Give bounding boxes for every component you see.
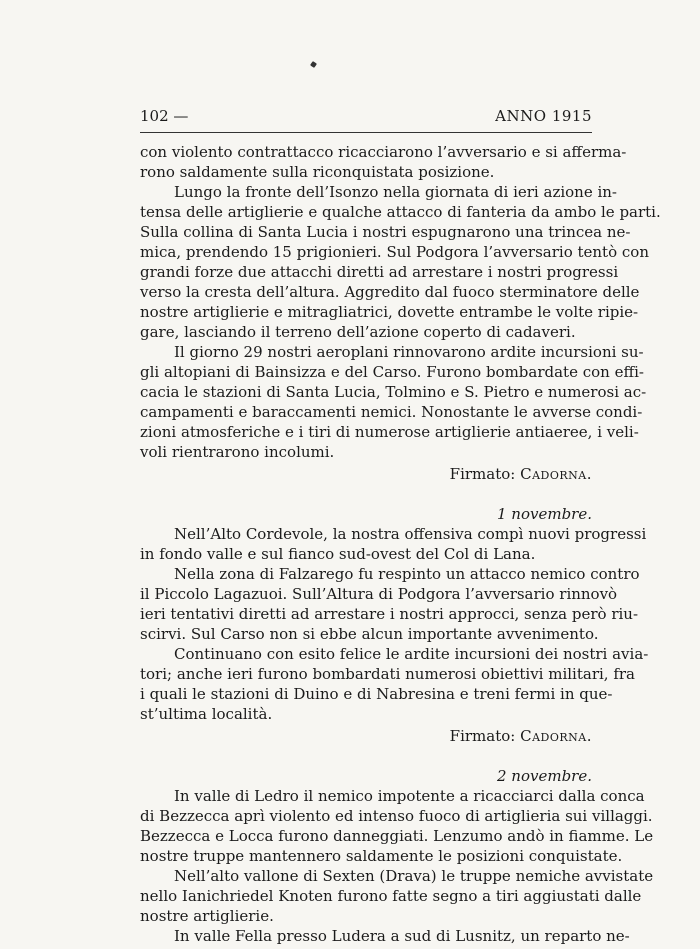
text-line: verso la cresta dell’altura. Aggredito dal fuoco sterminatore delle xyxy=(140,283,640,301)
section-gap xyxy=(140,484,592,504)
text-line: nostre artiglierie e mitragliatrici, dovette entrambe le volte ripie- xyxy=(140,303,639,321)
text-line: gli altopiani di Bainsizza e del Carso. Furono bombardate con effi- xyxy=(140,363,644,381)
text-line: Lungo la fronte dell’Isonzo nella giornata di ieri azione in- xyxy=(174,183,618,201)
text-line: Il giorno 29 nostri aeroplani rinnovarono ardite incursioni su- xyxy=(174,343,644,361)
text-line: cacia le stazioni di Santa Lucia, Tolmino e S. Pietro e numerosi ac- xyxy=(140,383,647,401)
text-line: di Bezzecca aprì violento ed intenso fuoco di artiglieria sui villaggi. xyxy=(140,807,653,825)
entry-date: 1 novembre. xyxy=(497,505,592,523)
signature xyxy=(140,726,592,746)
paragraph xyxy=(140,866,654,926)
text-line: Nell’Alto Cordevole, la nostra offensiva compì nuovi progressi xyxy=(174,525,647,543)
text-line: Continuano con esito felice le ardite incursioni dei nostri avia- xyxy=(174,645,649,663)
signature-label: Firmato: xyxy=(449,727,516,745)
signature-name: Cadorna. xyxy=(520,465,592,483)
text-line: con violento contrattacco ricacciarono l’avversario e si afferma- xyxy=(140,143,627,161)
paragraph xyxy=(140,564,640,644)
paragraph xyxy=(140,182,661,342)
text-line: Bezzecca e Locca furono danneggiati. Lenzumo andò in fiamme. Le xyxy=(140,827,654,845)
running-title: ANNO 1915 xyxy=(495,107,592,125)
text-line: st’ultima località. xyxy=(140,705,273,723)
text-line: Sulla collina di Santa Lucia i nostri espugnarono una trincea ne- xyxy=(140,223,631,241)
signature-name: Cadorna. xyxy=(520,727,592,745)
text-line: nostre artiglierie. xyxy=(140,907,274,925)
text-line: mica, prendendo 15 prigionieri. Sul Podgora l’avversario tentò con xyxy=(140,243,649,261)
text-line: grandi forze due attacchi diretti ad arrestare i nostri progressi xyxy=(140,263,619,281)
page-header xyxy=(140,106,592,126)
text-line: zioni atmosferiche e i tiri di numerose artiglierie antiaeree, i veli- xyxy=(140,423,639,441)
entry-date: 2 novembre. xyxy=(497,767,592,785)
text-line: In valle Fella presso Ludera a sud di Lusnitz, un reparto ne- xyxy=(174,927,630,945)
signature xyxy=(140,464,592,484)
text-line: i quali le stazioni di Duino e di Nabresina e treni fermi in que- xyxy=(140,685,613,703)
text-line: il Piccolo Lagazuoi. Sull’Altura di Podgora l’avversario rinnovò xyxy=(140,585,618,603)
signature-label: Firmato: xyxy=(449,465,516,483)
page-number: 102 — xyxy=(140,107,189,125)
text-line: tensa delle artiglierie e qualche attacco di fanteria da ambo le parti. xyxy=(140,203,661,221)
text-line: gare, lasciando il terreno dell’azione coperto di cadaveri. xyxy=(140,323,576,341)
text-line: scirvi. Sul Carso non si ebbe alcun importante avvenimento. xyxy=(140,625,599,643)
text-line: In valle di Ledro il nemico impotente a ricacciarci dalla conca xyxy=(174,787,645,805)
text-line: ieri tentativi diretti ad arrestare i nostri approcci, senza però riu- xyxy=(140,605,639,623)
paragraph xyxy=(140,644,649,724)
header-rule xyxy=(140,132,592,133)
text-line: rono saldamente sulla riconquistata posizione. xyxy=(140,163,495,181)
text-line: campamenti e baraccamenti nemici. Nonostante le avverse condi- xyxy=(140,403,643,421)
paragraph xyxy=(140,142,627,182)
paragraph xyxy=(140,342,647,462)
text-line: tori; anche ieri furono bombardati numerosi obiettivi militari, fra xyxy=(140,665,635,683)
section-gap xyxy=(140,746,592,766)
page-body xyxy=(140,142,661,946)
text-line: voli rientrarono incolumi. xyxy=(140,443,335,461)
paragraph xyxy=(140,926,630,946)
paragraph xyxy=(140,786,654,866)
paragraph xyxy=(140,524,647,564)
ink-speck xyxy=(310,61,317,68)
text-line: nostre truppe mantennero saldamente le posizioni conquistate. xyxy=(140,847,623,865)
text-line: nello Ianichriedel Knoten furono fatte segno a tiri aggiustati dalle xyxy=(140,887,642,905)
text-line: Nell’alto vallone di Sexten (Drava) le truppe nemiche avvistate xyxy=(174,867,654,885)
text-line: in fondo valle e sul fianco sud-ovest del Col di Lana. xyxy=(140,545,536,563)
text-line: Nella zona di Falzarego fu respinto un attacco nemico contro xyxy=(174,565,640,583)
